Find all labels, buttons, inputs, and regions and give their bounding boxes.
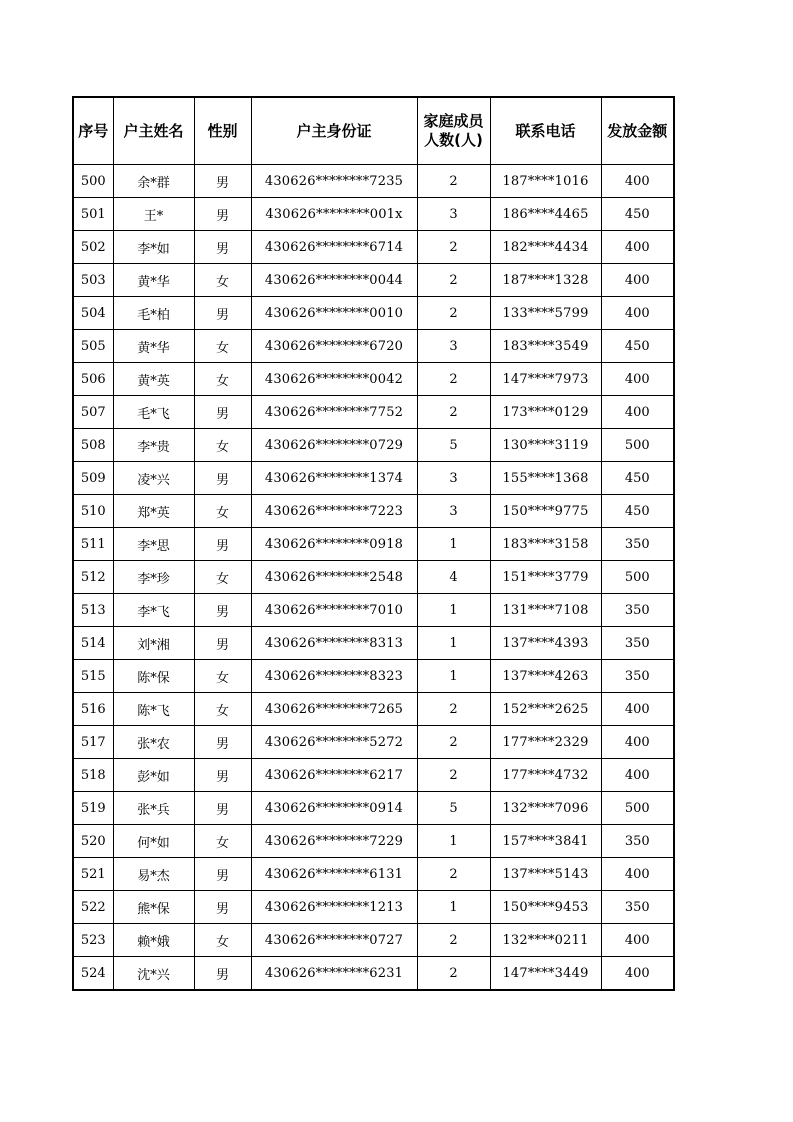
cell-phone: 131****7108 (490, 594, 601, 627)
header-name: 户主姓名 (113, 97, 194, 165)
cell-id-card: 430626********7235 (251, 165, 417, 198)
cell-id-card: 430626********7223 (251, 495, 417, 528)
cell-family-size: 3 (417, 495, 490, 528)
cell-gender: 女 (194, 264, 251, 297)
cell-index: 520 (73, 825, 113, 858)
table-body (73, 165, 674, 991)
cell-id-card: 430626********7752 (251, 396, 417, 429)
cell-amount: 500 (601, 792, 674, 825)
table-row (73, 264, 674, 297)
cell-gender: 男 (194, 198, 251, 231)
cell-id-card: 430626********001x (251, 198, 417, 231)
cell-amount: 350 (601, 627, 674, 660)
cell-name: 赖*娥 (113, 924, 194, 957)
cell-id-card: 430626********5272 (251, 726, 417, 759)
cell-index: 517 (73, 726, 113, 759)
cell-phone: 155****1368 (490, 462, 601, 495)
cell-phone: 137****4263 (490, 660, 601, 693)
cell-id-card: 430626********0044 (251, 264, 417, 297)
cell-phone: 132****7096 (490, 792, 601, 825)
cell-index: 516 (73, 693, 113, 726)
cell-gender: 男 (194, 462, 251, 495)
cell-phone: 187****1328 (490, 264, 601, 297)
cell-gender: 男 (194, 627, 251, 660)
cell-family-size: 1 (417, 891, 490, 924)
cell-index: 500 (73, 165, 113, 198)
cell-id-card: 430626********8323 (251, 660, 417, 693)
cell-gender: 女 (194, 495, 251, 528)
cell-index: 518 (73, 759, 113, 792)
cell-id-card: 430626********7010 (251, 594, 417, 627)
cell-family-size: 2 (417, 165, 490, 198)
cell-phone: 152****2625 (490, 693, 601, 726)
cell-family-size: 2 (417, 924, 490, 957)
cell-phone: 183****3549 (490, 330, 601, 363)
cell-index: 503 (73, 264, 113, 297)
cell-gender: 女 (194, 924, 251, 957)
cell-id-card: 430626********6231 (251, 957, 417, 991)
cell-amount: 350 (601, 660, 674, 693)
cell-gender: 女 (194, 330, 251, 363)
cell-phone: 137****4393 (490, 627, 601, 660)
cell-amount: 400 (601, 297, 674, 330)
cell-index: 506 (73, 363, 113, 396)
cell-phone: 173****0129 (490, 396, 601, 429)
cell-gender: 男 (194, 957, 251, 991)
cell-amount: 350 (601, 825, 674, 858)
cell-phone: 150****9775 (490, 495, 601, 528)
cell-index: 522 (73, 891, 113, 924)
cell-gender: 男 (194, 726, 251, 759)
table-row (73, 198, 674, 231)
cell-name: 张*农 (113, 726, 194, 759)
cell-amount: 400 (601, 858, 674, 891)
cell-name: 刘*湘 (113, 627, 194, 660)
cell-index: 504 (73, 297, 113, 330)
cell-amount: 400 (601, 957, 674, 991)
cell-amount: 400 (601, 924, 674, 957)
cell-amount: 450 (601, 198, 674, 231)
cell-name: 何*如 (113, 825, 194, 858)
cell-id-card: 430626********7229 (251, 825, 417, 858)
cell-phone: 151****3779 (490, 561, 601, 594)
cell-name: 余*群 (113, 165, 194, 198)
header-gender: 性别 (194, 97, 251, 165)
cell-phone: 177****2329 (490, 726, 601, 759)
cell-phone: 133****5799 (490, 297, 601, 330)
cell-index: 509 (73, 462, 113, 495)
cell-name: 黄*华 (113, 330, 194, 363)
cell-id-card: 430626********1374 (251, 462, 417, 495)
cell-id-card: 430626********0727 (251, 924, 417, 957)
cell-phone: 137****5143 (490, 858, 601, 891)
cell-name: 黄*华 (113, 264, 194, 297)
table-row (73, 396, 674, 429)
cell-id-card: 430626********6720 (251, 330, 417, 363)
cell-amount: 400 (601, 759, 674, 792)
cell-id-card: 430626********7265 (251, 693, 417, 726)
cell-name: 易*杰 (113, 858, 194, 891)
cell-name: 陈*飞 (113, 693, 194, 726)
cell-family-size: 2 (417, 858, 490, 891)
cell-phone: 182****4434 (490, 231, 601, 264)
cell-phone: 147****3449 (490, 957, 601, 991)
cell-family-size: 2 (417, 231, 490, 264)
cell-amount: 400 (601, 396, 674, 429)
cell-family-size: 2 (417, 363, 490, 396)
cell-family-size: 2 (417, 297, 490, 330)
cell-amount: 400 (601, 231, 674, 264)
cell-gender: 女 (194, 363, 251, 396)
table-row (73, 561, 674, 594)
table-row (73, 627, 674, 660)
cell-amount: 350 (601, 891, 674, 924)
header-family-size (417, 97, 490, 165)
cell-family-size: 2 (417, 693, 490, 726)
table-row (73, 330, 674, 363)
cell-id-card: 430626********0729 (251, 429, 417, 462)
cell-name: 李*飞 (113, 594, 194, 627)
cell-index: 510 (73, 495, 113, 528)
cell-index: 514 (73, 627, 113, 660)
table-row (73, 495, 674, 528)
table-row (73, 957, 674, 991)
table-row (73, 528, 674, 561)
cell-family-size: 2 (417, 957, 490, 991)
cell-amount: 400 (601, 264, 674, 297)
table-row (73, 462, 674, 495)
cell-amount: 450 (601, 330, 674, 363)
table-row (73, 297, 674, 330)
cell-id-card: 430626********2548 (251, 561, 417, 594)
cell-index: 515 (73, 660, 113, 693)
cell-family-size: 5 (417, 792, 490, 825)
cell-phone: 157****3841 (490, 825, 601, 858)
header-id-card: 户主身份证 (251, 97, 417, 165)
cell-id-card: 430626********6714 (251, 231, 417, 264)
cell-id-card: 430626********6217 (251, 759, 417, 792)
cell-phone: 130****3119 (490, 429, 601, 462)
cell-gender: 男 (194, 396, 251, 429)
cell-gender: 男 (194, 297, 251, 330)
header-phone: 联系电话 (490, 97, 601, 165)
cell-gender: 男 (194, 594, 251, 627)
cell-index: 502 (73, 231, 113, 264)
cell-family-size: 2 (417, 726, 490, 759)
cell-phone: 150****9453 (490, 891, 601, 924)
table-row (73, 660, 674, 693)
cell-amount: 450 (601, 462, 674, 495)
cell-family-size: 2 (417, 396, 490, 429)
cell-phone: 147****7973 (490, 363, 601, 396)
cell-name: 张*兵 (113, 792, 194, 825)
cell-family-size: 1 (417, 660, 490, 693)
cell-name: 李*如 (113, 231, 194, 264)
cell-index: 508 (73, 429, 113, 462)
cell-name: 熊*保 (113, 891, 194, 924)
cell-name: 李*珍 (113, 561, 194, 594)
table-row (73, 858, 674, 891)
cell-index: 521 (73, 858, 113, 891)
cell-family-size: 3 (417, 330, 490, 363)
cell-amount: 400 (601, 693, 674, 726)
cell-amount: 500 (601, 561, 674, 594)
cell-name: 毛*柏 (113, 297, 194, 330)
cell-name: 凌*兴 (113, 462, 194, 495)
table-row (73, 924, 674, 957)
table-row (73, 231, 674, 264)
cell-family-size: 3 (417, 198, 490, 231)
cell-gender: 男 (194, 231, 251, 264)
cell-gender: 女 (194, 825, 251, 858)
table-row (73, 594, 674, 627)
cell-name: 沈*兴 (113, 957, 194, 991)
table-row (73, 363, 674, 396)
header-family-line2: 人数(人) (424, 131, 483, 149)
table-row (73, 759, 674, 792)
cell-family-size: 1 (417, 627, 490, 660)
cell-name: 郑*英 (113, 495, 194, 528)
cell-id-card: 430626********1213 (251, 891, 417, 924)
cell-name: 王* (113, 198, 194, 231)
cell-index: 523 (73, 924, 113, 957)
cell-family-size: 2 (417, 264, 490, 297)
cell-gender: 女 (194, 660, 251, 693)
cell-index: 513 (73, 594, 113, 627)
cell-name: 陈*保 (113, 660, 194, 693)
cell-index: 511 (73, 528, 113, 561)
cell-index: 507 (73, 396, 113, 429)
cell-gender: 女 (194, 429, 251, 462)
cell-phone: 177****4732 (490, 759, 601, 792)
cell-name: 毛*飞 (113, 396, 194, 429)
header-index: 序号 (73, 97, 113, 165)
cell-family-size: 2 (417, 759, 490, 792)
header-row (73, 97, 674, 165)
header-amount: 发放金额 (601, 97, 674, 165)
cell-amount: 400 (601, 165, 674, 198)
table-row (73, 693, 674, 726)
cell-family-size: 3 (417, 462, 490, 495)
cell-amount: 500 (601, 429, 674, 462)
cell-amount: 400 (601, 363, 674, 396)
table-row (73, 825, 674, 858)
cell-phone: 132****0211 (490, 924, 601, 957)
cell-id-card: 430626********0914 (251, 792, 417, 825)
cell-id-card: 430626********6131 (251, 858, 417, 891)
cell-index: 512 (73, 561, 113, 594)
cell-gender: 男 (194, 891, 251, 924)
cell-phone: 186****4465 (490, 198, 601, 231)
cell-family-size: 1 (417, 528, 490, 561)
cell-amount: 350 (601, 528, 674, 561)
table-row (73, 891, 674, 924)
cell-name: 李*贵 (113, 429, 194, 462)
table-row (73, 792, 674, 825)
cell-id-card: 430626********0042 (251, 363, 417, 396)
header-family-line1: 家庭成员 (423, 112, 484, 130)
table-row (73, 429, 674, 462)
cell-gender: 男 (194, 792, 251, 825)
cell-gender: 女 (194, 561, 251, 594)
cell-family-size: 1 (417, 594, 490, 627)
cell-phone: 183****3158 (490, 528, 601, 561)
cell-name: 黄*英 (113, 363, 194, 396)
cell-index: 519 (73, 792, 113, 825)
cell-family-size: 5 (417, 429, 490, 462)
cell-gender: 男 (194, 858, 251, 891)
cell-phone: 187****1016 (490, 165, 601, 198)
cell-index: 524 (73, 957, 113, 991)
cell-amount: 450 (601, 495, 674, 528)
cell-index: 505 (73, 330, 113, 363)
cell-name: 彭*如 (113, 759, 194, 792)
table-row (73, 165, 674, 198)
cell-family-size: 4 (417, 561, 490, 594)
cell-gender: 男 (194, 165, 251, 198)
table-row (73, 726, 674, 759)
cell-amount: 400 (601, 726, 674, 759)
cell-id-card: 430626********0010 (251, 297, 417, 330)
cell-id-card: 430626********8313 (251, 627, 417, 660)
cell-gender: 男 (194, 528, 251, 561)
cell-gender: 女 (194, 693, 251, 726)
subsidy-table (72, 96, 675, 991)
cell-id-card: 430626********0918 (251, 528, 417, 561)
cell-name: 李*思 (113, 528, 194, 561)
cell-family-size: 1 (417, 825, 490, 858)
cell-index: 501 (73, 198, 113, 231)
cell-gender: 男 (194, 759, 251, 792)
cell-amount: 350 (601, 594, 674, 627)
